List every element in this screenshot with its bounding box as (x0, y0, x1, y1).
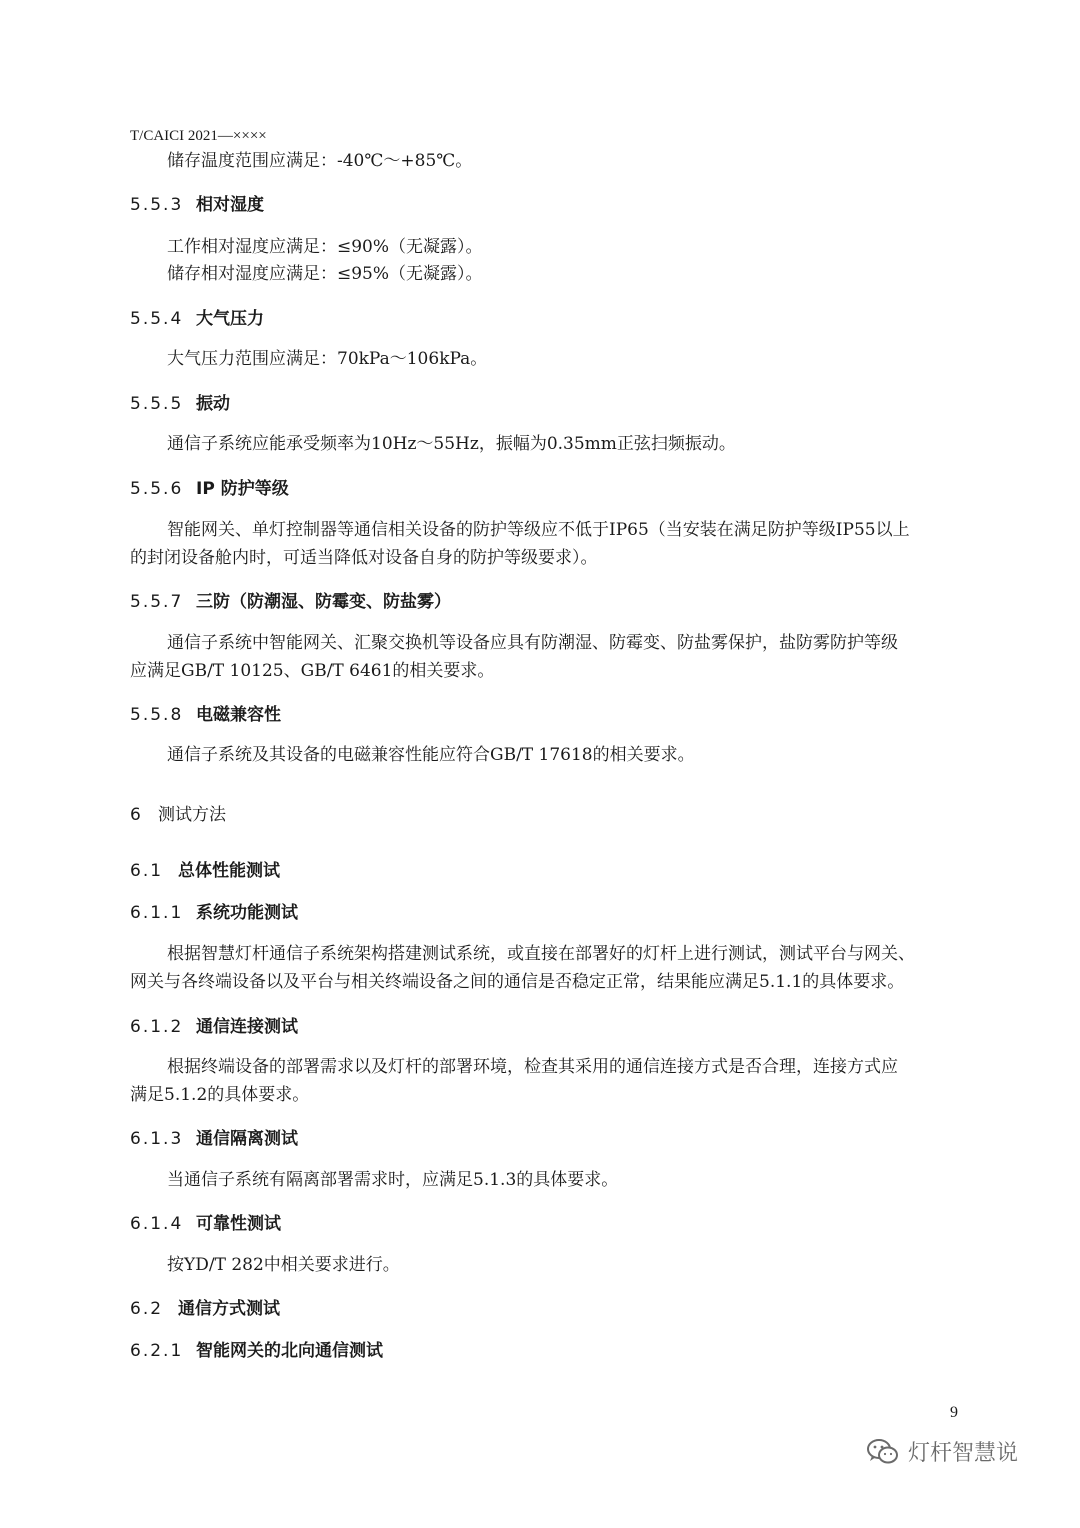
paragraph-ip-rating-1: 智能网关、单灯控制器等通信相关设备的防护等级应不低于IP65（当安装在满足防护等级IP55以上 (167, 520, 910, 540)
heading-6-1-3 (130, 1124, 298, 1149)
heading-6-1-2 (130, 1012, 298, 1037)
heading-number: 5.5.5 (130, 394, 184, 414)
heading-5-5-5 (130, 389, 230, 414)
heading-5-5-8 (130, 700, 281, 725)
page-number: 9 (950, 1404, 958, 1421)
heading-number: 5.5.3 (130, 195, 184, 215)
heading-title: 三防（防潮湿、防霉变、防盐雾） (196, 592, 451, 612)
heading-number: 6.2 (130, 1299, 164, 1319)
heading-title: 相对湿度 (196, 195, 264, 215)
paragraph-emc: 通信子系统及其设备的电磁兼容性能应符合GB/T 17618的相关要求。 (167, 745, 695, 765)
chapter-title: 测试方法 (158, 805, 226, 825)
paragraph-connection-test-2: 满足5.1.2的具体要求。 (130, 1085, 310, 1105)
heading-number: 5.5.7 (130, 592, 184, 612)
heading-number: 5.5.6 (130, 479, 184, 499)
heading-title: 系统功能测试 (196, 903, 298, 923)
heading-title: 振动 (196, 394, 230, 414)
heading-number: 6.1.3 (130, 1129, 184, 1149)
heading-6-2-1 (130, 1336, 383, 1361)
chapter-number: 6 (130, 805, 141, 825)
paragraph-system-test-2: 网关与各终端设备以及平台与相关终端设备之间的通信是否稳定正常，结果能应满足5.1.1的具体要求。 (130, 972, 905, 992)
heading-6-2 (130, 1294, 280, 1319)
paragraph-pressure: 大气压力范围应满足：70kPa～106kPa。 (167, 349, 488, 369)
document-code: T/CAICI 2021—×××× (130, 128, 267, 144)
heading-title: 通信方式测试 (178, 1299, 280, 1319)
paragraph-system-test-1: 根据智慧灯杆通信子系统架构搭建测试系统，或直接在部署好的灯杆上进行测试，测试平台与网关、 (167, 944, 915, 964)
watermark (866, 1436, 1018, 1467)
heading-title: IP 防护等级 (196, 479, 289, 499)
heading-6-1-4 (130, 1209, 281, 1234)
heading-6-1-1 (130, 898, 298, 923)
heading-number: 6.2.1 (130, 1341, 184, 1361)
paragraph-working-humidity: 工作相对湿度应满足：≤90%（无凝露）。 (167, 237, 483, 257)
heading-6-1 (130, 856, 280, 881)
paragraph-connection-test-1: 根据终端设备的部署需求以及灯杆的部署环境，检查其采用的通信连接方式是否合理，连接方式应 (167, 1057, 898, 1077)
heading-5-5-6 (130, 474, 289, 499)
heading-number: 6.1 (130, 861, 164, 881)
heading-number: 6.1.1 (130, 903, 184, 923)
paragraph-ip-rating-2: 的封闭设备舱内时，可适当降低对设备自身的防护等级要求）。 (130, 548, 598, 568)
heading-number: 6.1.2 (130, 1017, 184, 1037)
heading-5-5-4 (130, 304, 264, 329)
heading-number: 6.1.4 (130, 1214, 184, 1234)
heading-title: 可靠性测试 (196, 1214, 281, 1234)
paragraph-vibration: 通信子系统应能承受频率为10Hz～55Hz，振幅为0.35mm正弦扫频振动。 (167, 434, 736, 454)
heading-title: 通信连接测试 (196, 1017, 298, 1037)
paragraph-three-proof-1: 通信子系统中智能网关、汇聚交换机等设备应具有防潮湿、防霉变、防盐雾保护，盐防雾防护等级 (167, 633, 898, 653)
heading-title: 大气压力 (196, 309, 264, 329)
heading-title: 电磁兼容性 (196, 705, 281, 725)
heading-title: 通信隔离测试 (196, 1129, 298, 1149)
heading-title: 智能网关的北向通信测试 (196, 1341, 383, 1361)
paragraph-three-proof-2: 应满足GB/T 10125、GB/T 6461的相关要求。 (130, 661, 495, 681)
watermark-text: 灯杆智慧说 (908, 1441, 1019, 1466)
paragraph-isolation-test: 当通信子系统有隔离部署需求时，应满足5.1.3的具体要求。 (167, 1170, 619, 1190)
wechat-icon (866, 1438, 900, 1466)
heading-number: 5.5.4 (130, 309, 184, 329)
paragraph-storage-humidity: 储存相对湿度应满足：≤95%（无凝露）。 (167, 264, 483, 284)
paragraph-storage-temperature: 储存温度范围应满足：-40℃～+85℃。 (167, 151, 473, 171)
heading-title: 总体性能测试 (178, 861, 280, 881)
paragraph-reliability-test: 按YD/T 282中相关要求进行。 (167, 1255, 400, 1275)
heading-number: 5.5.8 (130, 705, 184, 725)
heading-5-5-3 (130, 190, 264, 215)
chapter-6-heading (130, 800, 226, 825)
heading-5-5-7 (130, 587, 451, 612)
